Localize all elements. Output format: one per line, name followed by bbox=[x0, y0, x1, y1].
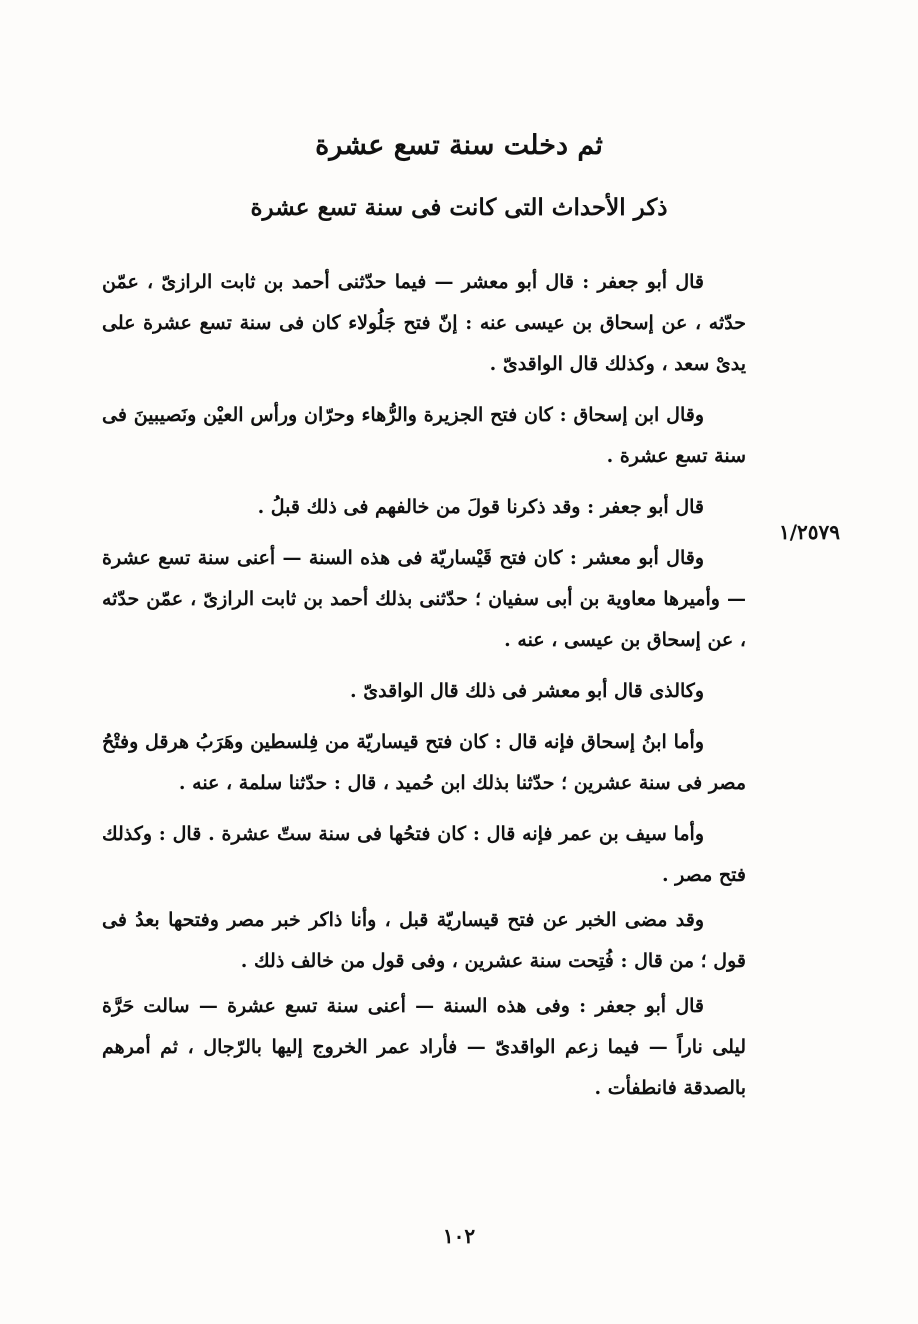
paragraph-8: وقد مضى الخبر عن فتح قيساريّة قبل ، وأنا ذاكر خبر مصر وفتحها بعدُ فى قول ؛ من قال : فُتِحت سنة عشرين ، وفى قول من خالف ذلك . bbox=[102, 909, 746, 972]
paragraph-1: قال أبو جعفر : قال أبو معشر — فيما حدّثنى أحمد بن ثابت الرازىّ ، عمّن حدّثه ، عن إسحاق بن عيسى عنه : إنّ فتح جَلُولاء كان فى سنة تسع عشرة على يدىْ سعد ، وكذلك قال الواقدىّ . bbox=[102, 271, 746, 375]
page-number: ١٠٢ bbox=[442, 1224, 476, 1248]
paragraph-2: وقال ابن إسحاق : كان فتح الجزيرة والرُّهاء وحرّان ورأس العيْن ونَصيبينَ فى سنة تسع عشرة . bbox=[102, 404, 746, 467]
paragraph-9: قال أبو جعفر : وفى هذه السنة — أعنى سنة تسع عشرة — سالت حَرَّة ليلى ناراً — فيما زعم الواقدىّ — فأراد عمر الخروج إليها بالرّجال ، ثم أمرهم بالصدقة فانطفأت . bbox=[102, 995, 746, 1099]
section-heading: ذكر الأحداث التى كانت فى سنة تسع عشرة bbox=[250, 194, 668, 221]
paragraph-5: وكالذى قال أبو معشر فى ذلك قال الواقدىّ . bbox=[350, 680, 704, 702]
body-text bbox=[102, 262, 746, 1119]
paragraph-4: وقال أبو معشر : كان فتح قَيْساريّة فى هذه السنة — أعنى سنة تسع عشرة — وأميرها معاوية بن أبى سفيان ؛ حدّثنى بذلك أحمد بن ثابت الرازىّ ، عمّن حدّثه ، عن إسحاق بن عيسى ، عنه . bbox=[102, 547, 746, 651]
paragraph-3: قال أبو جعفر : وقد ذكرنا قولَ من خالفهم فى ذلك قبلُ . bbox=[257, 496, 704, 518]
paragraph-7: وأما سيف بن عمر فإنه قال : كان فتحُها فى سنة ستّ عشرة . قال : وكذلك فتح مصر . bbox=[102, 823, 746, 886]
paragraph-6: وأما ابنُ إسحاق فإنه قال : كان فتح قيساريّة من فِلسطين وهَرَبُ هرقل وفتْحُ مصر فى سنة عشرين ؛ حدّثنا بذلك ابن حُميد ، قال : حدّثنا سلمة ، عنه . bbox=[102, 731, 746, 794]
page-title: ثم دخلت سنة تسع عشرة bbox=[315, 130, 603, 161]
margin-reference: ١/٢٥٧٩ bbox=[778, 520, 840, 544]
